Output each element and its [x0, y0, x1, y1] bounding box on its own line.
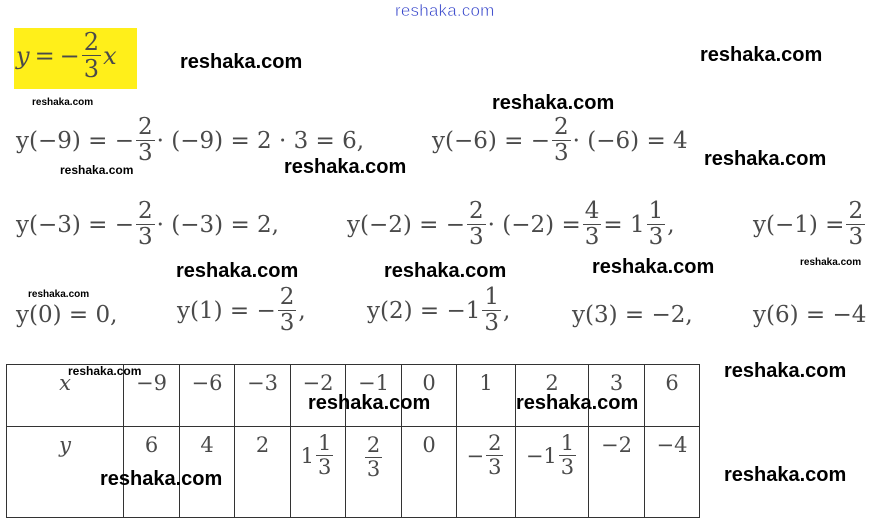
watermark: reshaka.com — [308, 392, 431, 414]
calc-y-minus3: y(−3) = − $\frac{2}{3}$ · (−3) = 2, — [16, 198, 279, 250]
values-table — [6, 364, 700, 518]
table-cell-x: 6 — [645, 365, 700, 427]
watermark: reshaka.com — [100, 468, 223, 490]
calc-y-0: y(0) = 0, — [16, 302, 118, 328]
table-cell-x: −9 — [124, 365, 180, 427]
formula-x: x — [103, 41, 117, 70]
table-cell-y: 0 — [402, 427, 457, 518]
table-cell-y: −1 $\frac{1}{3}$ — [516, 427, 589, 518]
table-cell-y: 1 $\frac{1}{3}$ — [291, 427, 346, 518]
formula-eq: = — [34, 41, 55, 70]
watermark: reshaka.com — [492, 92, 615, 114]
watermark: reshaka.com — [180, 51, 303, 73]
table-cell-x: −6 — [180, 365, 235, 427]
function-formula — [16, 30, 117, 81]
calc-y-1: y(1) = − $\frac{2}{3}$ , — [177, 284, 306, 336]
watermark: reshaka.com — [284, 156, 407, 178]
watermark-small: reshaka.com — [68, 364, 142, 378]
site-watermark-top: reshaka.com — [395, 1, 495, 20]
watermark: reshaka.com — [704, 148, 827, 170]
watermark: reshaka.com — [176, 260, 299, 282]
watermark: reshaka.com — [700, 44, 823, 66]
calc-y-3: y(3) = −2, — [572, 302, 693, 328]
table-cell-x: 2 — [516, 365, 589, 427]
watermark-small: reshaka.com — [28, 289, 90, 300]
calc-y-6: y(6) = −4 — [753, 302, 867, 328]
watermark: reshaka.com — [516, 392, 639, 414]
watermark: reshaka.com — [724, 360, 847, 382]
watermark-small: reshaka.com — [32, 97, 94, 108]
formula-fraction: $\frac{2}{3}$ — [83, 28, 100, 83]
watermark: reshaka.com — [592, 256, 715, 278]
table-header-y: y — [7, 427, 124, 518]
table-cell-x: 0 — [402, 365, 457, 427]
calc-y-2: y(2) = −1 $\frac{1}{3}$ , — [367, 284, 511, 336]
watermark: reshaka.com — [724, 464, 847, 486]
calc-y-minus9: y(−9) = − $\frac{2}{3}$ · (−9) = 2 · 3 = 6, — [16, 114, 365, 166]
table-cell-y: − $\frac{2}{3}$ — [457, 427, 516, 518]
table-cell-y: −4 — [645, 427, 700, 518]
table-cell-x: −2 — [291, 365, 346, 427]
calc-y-minus2: y(−2) = − $\frac{2}{3}$ · (−2) = $\frac{4}{3}$ = 1 $\frac{1}{3}$ , — [347, 198, 675, 250]
table-cell-x: 1 — [457, 365, 516, 427]
table-cell-y: −2 — [589, 427, 645, 518]
table-cell-y: 6 — [124, 427, 180, 518]
calc-y-minus1: y(−1) = $\frac{2}{3}$ — [753, 198, 864, 250]
formula-y: y — [16, 41, 30, 70]
formula-sign: − — [59, 41, 80, 70]
table-cell-y: 4 — [180, 427, 235, 518]
table-cell-y: $\frac{2}{3}$ — [346, 427, 402, 518]
table-cell-x: −1 — [346, 365, 402, 427]
calc-y-minus6: y(−6) = − $\frac{2}{3}$ · (−6) = 4 — [432, 114, 688, 166]
watermark-small: reshaka.com — [60, 163, 134, 177]
watermark: reshaka.com — [384, 260, 507, 282]
table-header-x: x — [7, 365, 124, 427]
watermark-small: reshaka.com — [800, 257, 862, 268]
table-cell-x: −3 — [235, 365, 291, 427]
table-cell-x: 3 — [589, 365, 645, 427]
table-cell-y: 2 — [235, 427, 291, 518]
